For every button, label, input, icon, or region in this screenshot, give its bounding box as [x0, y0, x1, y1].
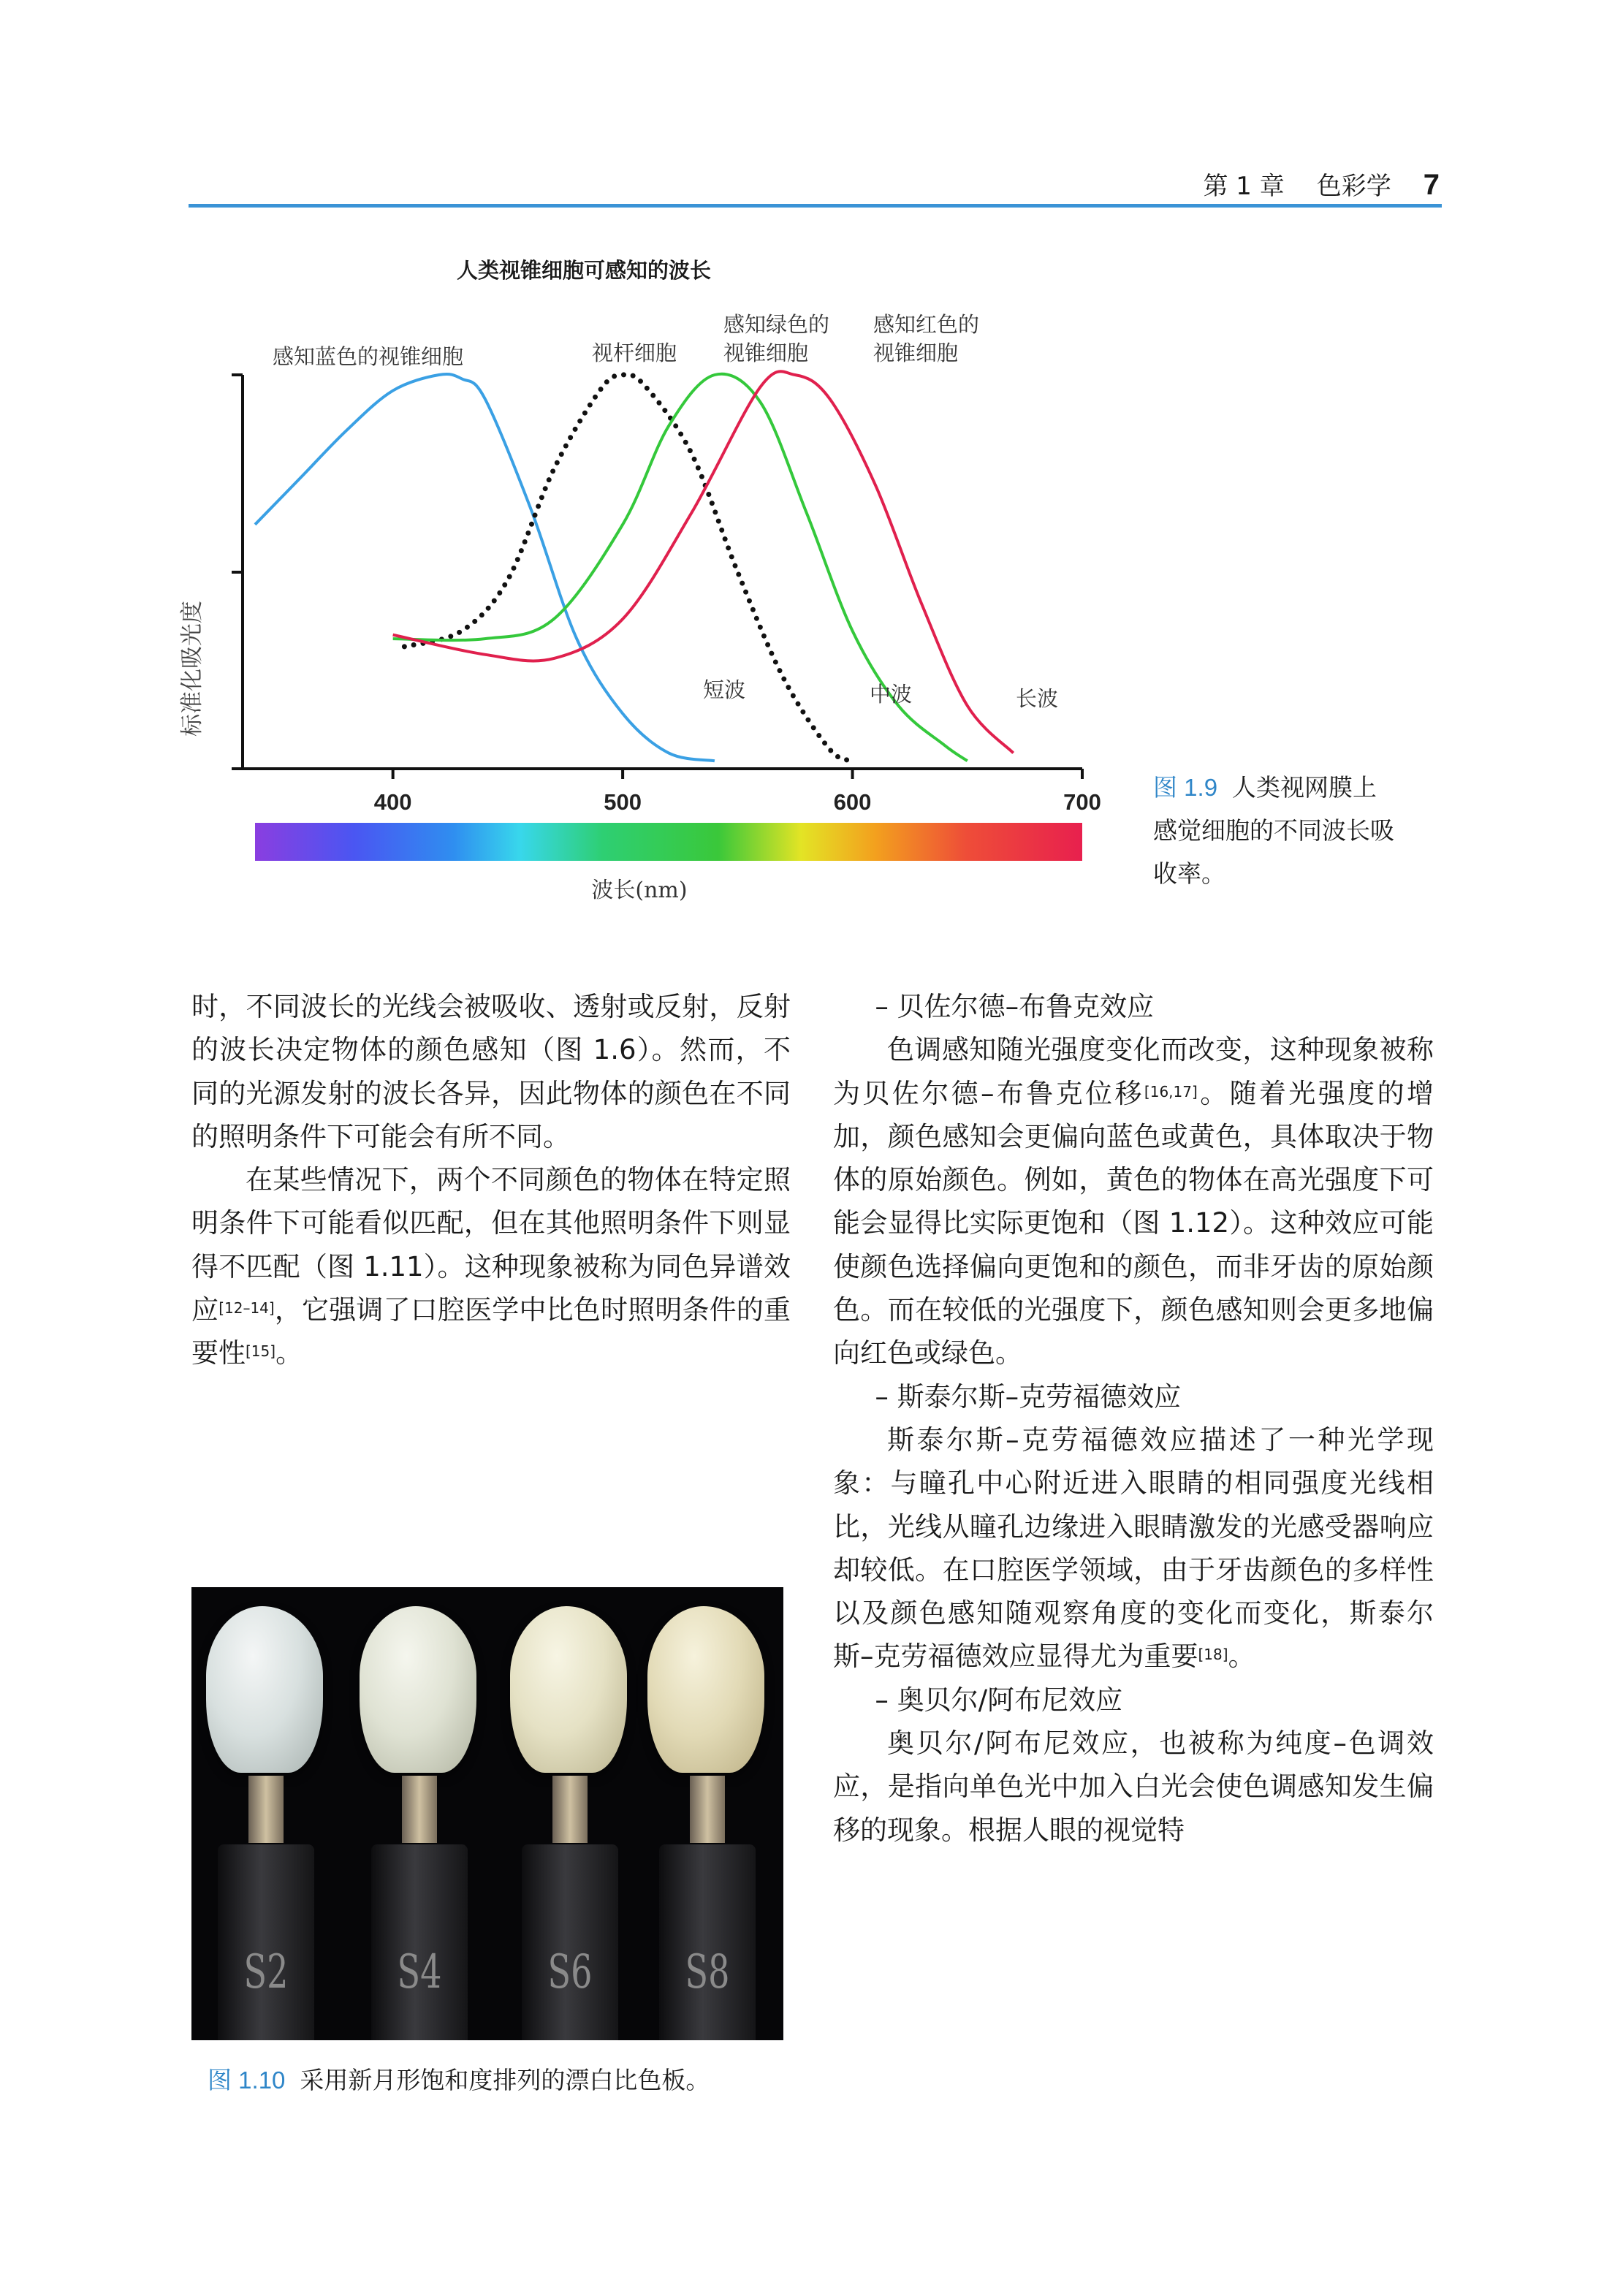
- shade-code: S8: [685, 1945, 730, 1999]
- left-paragraph-1: 时，不同波长的光线会被吸收、透射或反射，反射的波长决定物体的颜色感知（图 1.6）。然而，不同的光源发射的波长各异，因此物体的颜色在不同的照明条件下可能会有所不同。: [191, 991, 791, 1152]
- medium-wave-label: 中波: [870, 682, 913, 707]
- shade-tab: [354, 1587, 485, 2040]
- short-wave-label: 短波: [703, 677, 746, 702]
- chart-title: 人类视锥细胞可感知的波长: [457, 258, 712, 283]
- x-axis-label: 波长(nm): [591, 878, 688, 903]
- tooth-crown: [510, 1606, 627, 1773]
- visible-spectrum-bar: [255, 823, 1082, 861]
- x-tick-label-2: 600: [833, 789, 872, 815]
- figure-1-9-caption: [1153, 766, 1445, 895]
- shade-code: S2: [243, 1945, 289, 1999]
- shade-tab: [200, 1587, 332, 2040]
- tab-handle: [659, 1844, 756, 2040]
- x-tick-label-0: 400: [373, 789, 412, 815]
- rod-label: 视杆细胞: [592, 341, 677, 365]
- figure-1-10-number: 图 1.10: [208, 2067, 286, 2094]
- shade-tab: [642, 1587, 773, 2040]
- citation-16-17: [16,17]: [1144, 1082, 1198, 1101]
- tab-stem: [248, 1776, 284, 1843]
- figure-1-10-caption: [208, 2061, 710, 2100]
- tooth-crown: [360, 1606, 476, 1773]
- y-axis-label: 标准化吸光度: [179, 601, 205, 737]
- right-paragraph-2: [833, 1418, 1434, 1679]
- header-rule: [189, 204, 1442, 208]
- green-cone-label-line1: 感知绿色的: [723, 312, 830, 337]
- red-cone-label-line1: 感知红色的: [873, 312, 980, 337]
- x-tick-label-3: 700: [1063, 789, 1101, 815]
- tab-handle: [218, 1844, 314, 2040]
- x-tick-label-1: 500: [604, 789, 642, 815]
- green-cone-label-line2: 视锥细胞: [723, 341, 809, 365]
- annotations: [703, 677, 1058, 711]
- series-line-0: [255, 374, 715, 761]
- red-cone-label-line2: 视锥细胞: [873, 341, 959, 365]
- figure-1-10-caption-text: 采用新月形饱和度排列的漂白比色板。: [300, 2066, 710, 2094]
- figure-1-9-caption-line3: 收率。: [1153, 859, 1225, 888]
- tooth-crown: [206, 1606, 323, 1773]
- tooth-crown: [647, 1606, 764, 1773]
- tab-stem: [552, 1776, 588, 1843]
- citation-15: [15]: [246, 1342, 276, 1361]
- tab-handle: [371, 1844, 468, 2040]
- long-wave-label: 长波: [1016, 686, 1059, 711]
- figure-1-9-caption-line1: 人类视网膜上: [1232, 773, 1377, 802]
- right-text-column: [833, 985, 1434, 1852]
- shade-guide-photo: [191, 1587, 783, 2040]
- tab-stem: [690, 1776, 725, 1843]
- left-p2-text-a: 在某些情况下，两个不同颜色的物体在特定照明条件下可能看似匹配，但在其他照明条件下则显得不匹配（图 1.11）。这种现象被称为同色异谱效应: [191, 1164, 791, 1326]
- page-number: 7: [1423, 169, 1440, 201]
- tab-stem: [402, 1776, 437, 1843]
- citation-18: [18]: [1198, 1646, 1228, 1664]
- left-p2-text-c: 。: [275, 1337, 303, 1369]
- header-chapter: 第 1 章: [1203, 172, 1285, 201]
- left-paragraph-2: [191, 1158, 791, 1375]
- citation-12-14: [12–14]: [218, 1299, 275, 1318]
- x-ticks: [374, 769, 1101, 815]
- right-paragraph-3: 奥贝尔/阿布尼效应，也被称为纯度–色调效应，是指向单色光中加入白光会使色调感知发生偏移的现象。根据人眼的视觉特: [833, 1727, 1434, 1846]
- right-p1-text-a: 色调感知随光强度变化而改变，这种现象被称为贝佐尔德–布鲁克位移: [833, 1034, 1434, 1109]
- heading-aubert-abney: – 奥贝尔/阿布尼效应: [875, 1684, 1123, 1716]
- left-p2-text-b: ，它强调了口腔医学中比色时照明条件的重要性: [191, 1294, 791, 1369]
- cell-labels: [273, 312, 979, 369]
- tab-handle: [522, 1844, 618, 2040]
- heading-stiles-crawford: – 斯泰尔斯–克劳福德效应: [875, 1380, 1182, 1413]
- running-header: [190, 167, 1440, 205]
- right-p1-text-b: 。随着光强度的增加，颜色感知会更偏向蓝色或黄色，具体取决于物体的原始颜色。例如，黄色的物体在高光强度下可能会显得比实际更饱和（图 1.12）。这种效应可能使颜色选择偏向更饱和的颜色，而非牙齿的原始颜色。而在较低的光强度下，颜色感知则会更多地偏向红色或绿色。: [833, 1077, 1434, 1369]
- absorbance-chart: [164, 241, 1114, 921]
- heading-bezold-brucke: – 贝佐尔德–布鲁克效应: [875, 991, 1155, 1022]
- right-paragraph-1: [833, 1028, 1434, 1375]
- figure-1-9-number: 图 1.9: [1153, 774, 1218, 801]
- header-section: 色彩学: [1316, 172, 1391, 201]
- shade-code: S4: [397, 1945, 442, 1999]
- shade-tab: [504, 1587, 636, 2040]
- shade-code: S6: [547, 1945, 593, 1999]
- blue-cone-label: 感知蓝色的视锥细胞: [273, 344, 464, 369]
- right-p2-text-b: 。: [1228, 1641, 1255, 1673]
- right-p2-text-a: 斯泰尔斯–克劳福德效应描述了一种光学现象：与瞳孔中心附近进入眼睛的相同强度光线相比，光线从瞳孔边缘进入眼睛激发的光感受器响应却较低。在口腔医学领域，由于牙齿颜色的多样性以及颜色感知随观察角度的变化而变化，斯泰尔斯–克劳福德效应显得尤为重要: [833, 1423, 1434, 1673]
- series-line-1: [404, 375, 852, 761]
- left-text-column: [191, 985, 791, 1375]
- figure-1-9-caption-line2: 感觉细胞的不同波长吸: [1153, 816, 1394, 845]
